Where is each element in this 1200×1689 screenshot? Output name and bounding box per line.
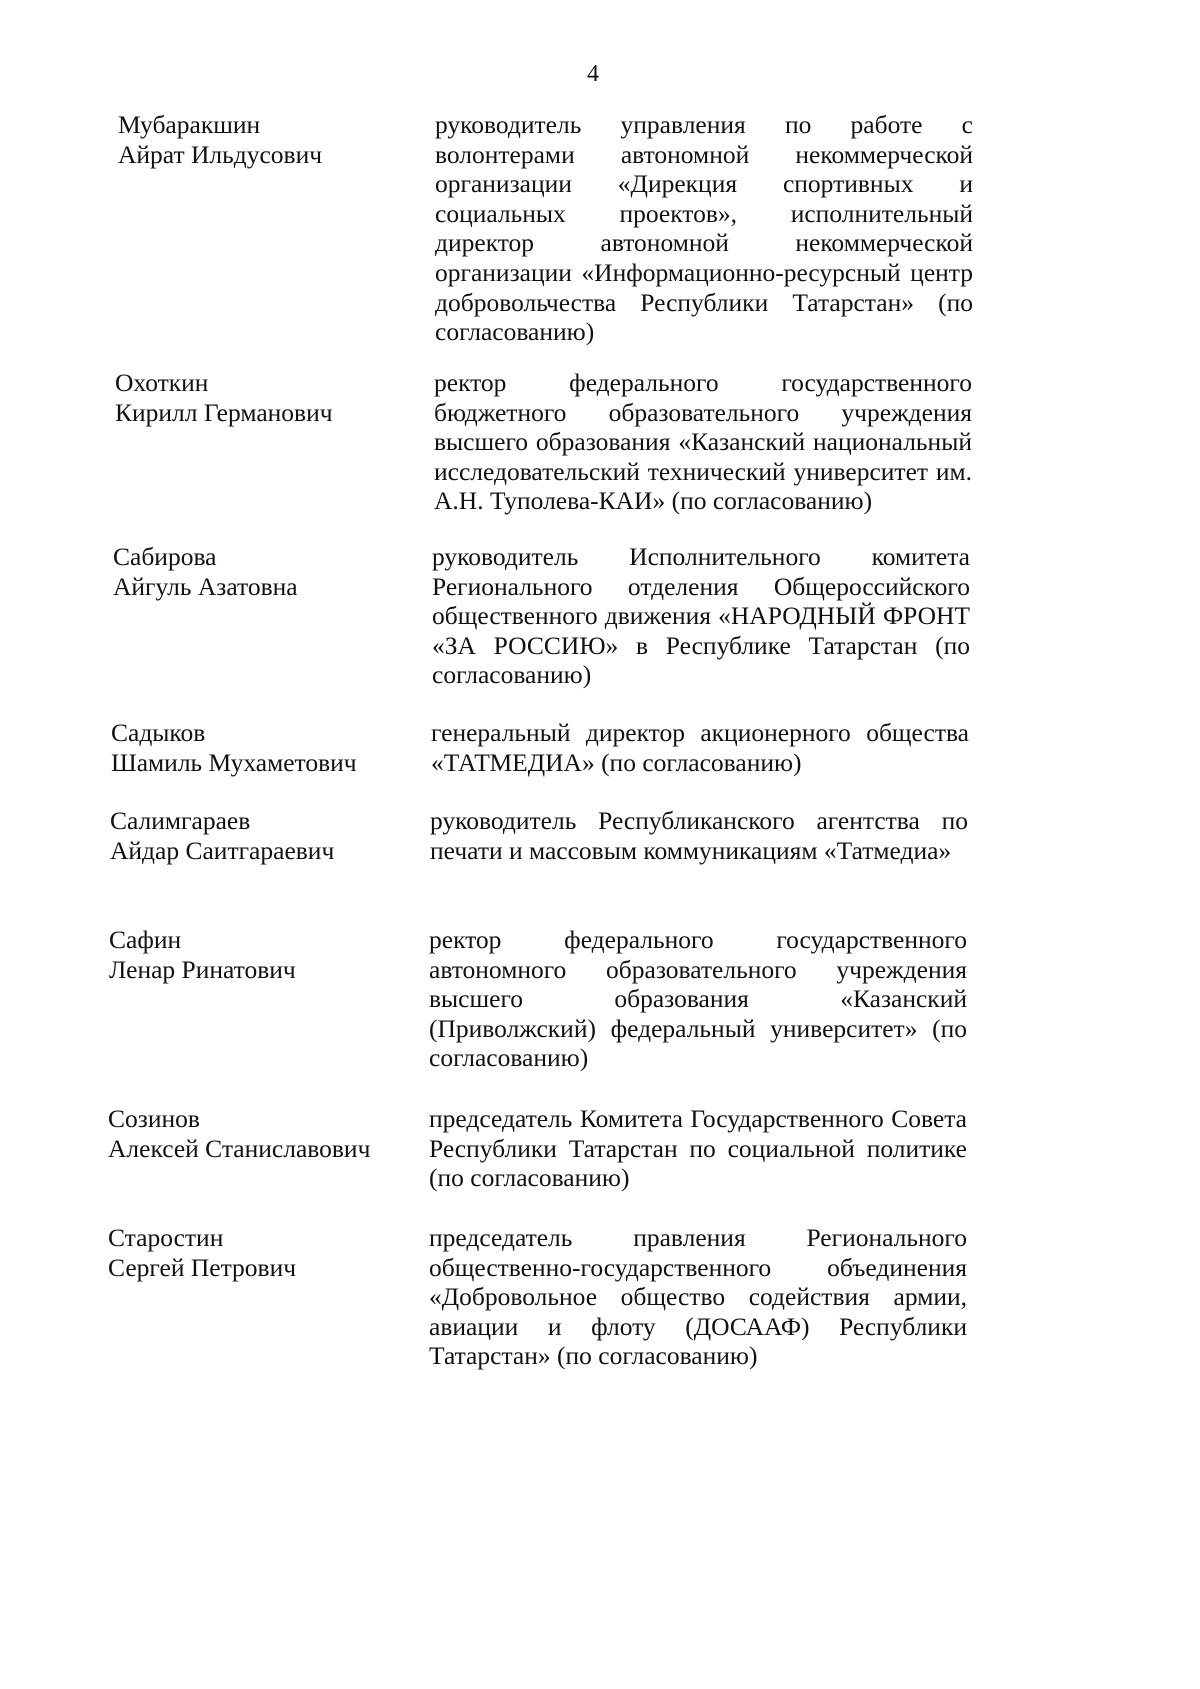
member-name: [111, 718, 357, 777]
member-given-names: Айдар Саитгараевич: [110, 835, 335, 865]
member-surname: Салимгараев: [110, 806, 251, 835]
member-position: председатель Комитета Государственного Совета Республики Татарстан по социальной политике (по согласованию): [429, 1104, 967, 1193]
member-given-names: Кирилл Германович: [115, 397, 333, 427]
member-position: руководитель Исполнительного комитета Регионального отделения Общероссийского общественного движения «НАРОДНЫЙ ФРОНТ «ЗА РОССИЮ» в Республике Татарстан (по согласованию): [432, 542, 970, 690]
member-name: [115, 368, 333, 427]
member-position: председатель правления Регионального общественно-государственного объединения «Добровольное общество содействия армии, авиации и флоту (ДОСААФ) Республики Татарстан» (по согласованию): [429, 1223, 967, 1371]
member-surname: Сафин: [109, 925, 182, 954]
member-position: руководитель Республиканского агентства по печати и массовым коммуникациям «Татмедиа»: [430, 806, 968, 865]
member-surname: Старостин: [108, 1223, 224, 1252]
page-number: 4: [587, 61, 599, 87]
member-surname: Созинов: [108, 1104, 200, 1133]
member-surname: Сабирова: [113, 542, 217, 571]
member-name: [118, 110, 322, 169]
member-given-names: Ленар Ринатович: [109, 954, 296, 984]
member-position: ректор федерального государственного автономного образовательного учреждения высшего образования «Казанский (Приволжский) федеральный университет» (по согласованию): [429, 925, 967, 1073]
member-given-names: Айрат Ильдусович: [118, 139, 323, 169]
member-surname: Садыков: [111, 718, 206, 747]
member-position: руководитель управления по работе с волонтерами автономной некоммерческой организации «Дирекция спортивных и социальных проектов», исполнительный директор автономной некоммерческой организации «Информационно-ресурсный центр добровольчества Республики Татарстан» (по согласованию): [435, 110, 973, 347]
member-given-names: Сергей Петрович: [108, 1252, 297, 1282]
member-given-names: Шамиль Мухаметович: [111, 747, 357, 777]
member-name: [113, 542, 298, 601]
member-position: генеральный директор акционерного общества «ТАТМЕДИА» (по согласованию): [431, 718, 969, 777]
member-name: [109, 925, 296, 984]
member-given-names: Алексей Станиславович: [108, 1133, 371, 1163]
member-position: ректор федерального государственного бюджетного образовательного учреждения высшего образования «Казанский национальный исследовательский технический университет им. А.Н. Туполева-КАИ» (по согласованию): [434, 368, 972, 516]
member-name: [110, 806, 334, 865]
member-surname: Мубаракшин: [118, 110, 261, 139]
member-surname: Охоткин: [115, 368, 209, 397]
member-given-names: Айгуль Азатовна: [113, 571, 298, 601]
member-name: [108, 1104, 370, 1163]
member-name: [108, 1223, 296, 1282]
